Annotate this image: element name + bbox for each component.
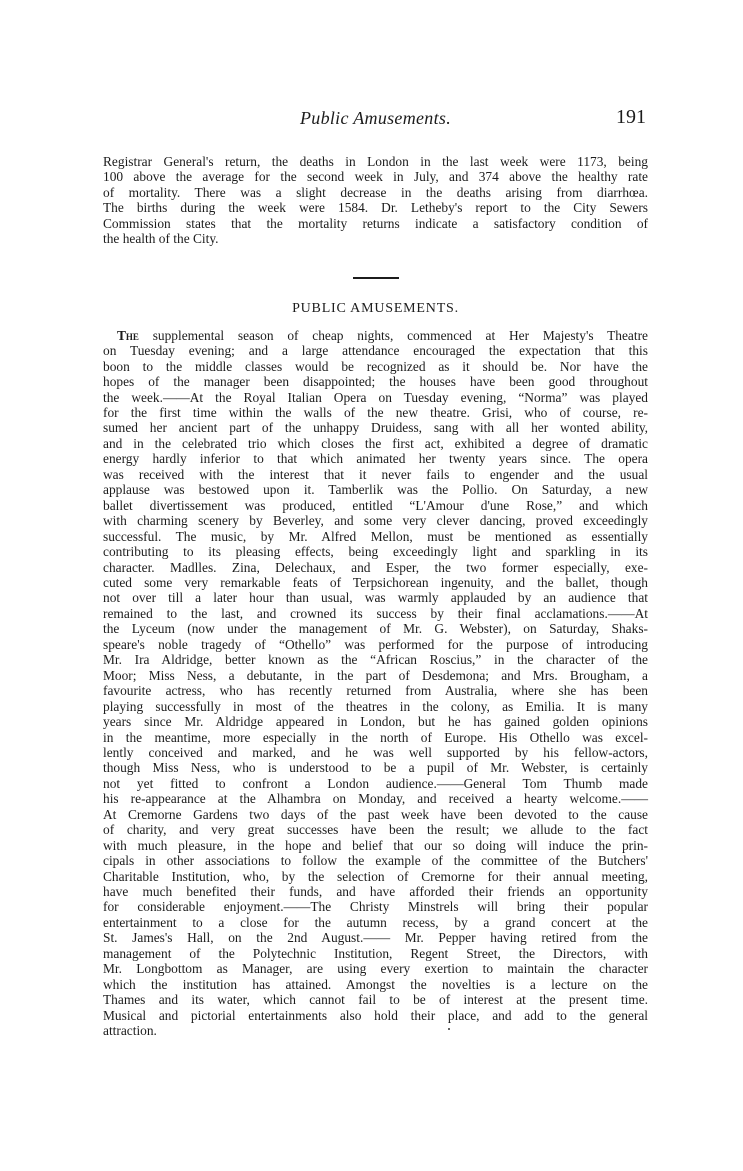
article-line: lently conceived and marked, and he was well supported by his fellow-actors,: [103, 744, 648, 760]
article-line: was received with the interest that it never fails to engender and the usual: [103, 466, 648, 482]
article-line: with charming scenery by Beverley, and some very clever dancing, proved exceedingly: [103, 513, 648, 529]
book-page: [103, 108, 648, 1039]
article-line: Moor; Miss Ness, a debutante, in the part of Desdemona; and Mrs. Brougham, a: [103, 667, 648, 683]
article-line: and in the celebrated trio which closes the first act, exhibited a degree of dramatic: [103, 435, 648, 451]
article-line: the Lyceum (now under the management of Mr. G. Webster), on Saturday, Shaks-: [103, 621, 648, 637]
article-line: with much pleasure, in the hope and belief that our so doing will induce the prin-: [103, 837, 648, 853]
article-line: not over till a later hour than usual, was warmly applauded by an audience that: [103, 590, 648, 606]
article-line: not yet fitted to confront a London audience.——General Tom Thumb made: [103, 775, 648, 791]
intro-paragraph: [103, 154, 648, 247]
article-line: his re-appearance at the Alhambra on Monday, and received a hearty welcome.——: [103, 791, 648, 807]
article-line: the week.——At the Royal Italian Opera on Tuesday evening, “Norma” was played: [103, 389, 648, 405]
article-line: At Cremorne Gardens two days of the past week have been devoted to the cause: [103, 806, 648, 822]
article-line: applause was bestowed upon it. Tamberlik was the Pollio. On Saturday, a new: [103, 482, 648, 498]
section-title: PUBLIC AMUSEMENTS.: [292, 300, 459, 316]
page-header: [103, 108, 648, 136]
article-line: Thames and its water, which cannot fail to be of interest at the present time.: [103, 992, 648, 1008]
article-line: on Tuesday evening; and a large attendance encouraged the expectation that this: [103, 343, 648, 359]
article-line: energy hardly inferior to that which animated her twenty years since. The opera: [103, 451, 648, 467]
article-line: ballet divertissement was produced, entitled “L'Amour d'une Rose,” and which: [103, 497, 648, 513]
article-line: hopes of the manager been disappointed; the houses have been good throughout: [103, 374, 648, 390]
intro-line: Registrar General's return, the deaths in London in the last week were 1173, being: [103, 154, 648, 169]
article-line: have much benefited their funds, and have afforded their friends an opportunity: [103, 884, 648, 900]
article-line: cipals in other associations to follow the example of the committee of the Butchers': [103, 853, 648, 869]
drop-word: The: [117, 327, 139, 343]
article-line: successful. The music, by Mr. Alfred Mellon, must be mentioned as essentially: [103, 528, 648, 544]
article-line: sumed her ancient part of the unhappy Druidess, sang with all her wonted ability,: [103, 420, 648, 436]
article-line: remained to the last, and crowned its success by their final acclamations.——At: [103, 605, 648, 621]
article-line: attraction.: [103, 1023, 157, 1039]
article-line: playing successfully in most of the theatres in the colony, as Emilia. It is many: [103, 698, 648, 714]
article-line: for the first time within the walls of the new theatre. Grisi, who of course, re-: [103, 404, 648, 420]
article-line: management of the Polytechnic Institution, Regent Street, the Directors, with: [103, 945, 648, 961]
article-line: Mr. Ira Aldridge, better known as the “African Roscius,” in the character of the: [103, 652, 648, 668]
print-speck: [448, 1028, 450, 1030]
article-line: though Miss Ness, who is understood to be a pupil of Mr. Webster, is certainly: [103, 760, 648, 776]
intro-line: The births during the week were 1584. Dr. Letheby's report to the City Sewers: [103, 200, 648, 216]
article-line: cuted some very remarkable feats of Terpsichorean ingenuity, and the ballet, though: [103, 574, 648, 590]
article-line: favourite actress, who has recently returned from Australia, where she has been: [103, 683, 648, 699]
article-body: [103, 328, 648, 1039]
intro-line: of mortality. There was a slight decrease in the deaths arising from diarrhœa.: [103, 184, 648, 200]
article-first-line: [103, 328, 648, 343]
article-line: speare's noble tragedy of “Othello” was performed for the purpose of introducing: [103, 636, 648, 652]
article-line: which the institution has attained. Amongst the novelties is a lecture on the: [103, 976, 648, 992]
running-title: Public Amusements.: [299, 108, 452, 128]
intro-line: the health of the City.: [103, 231, 219, 247]
intro-line: 100 above the average for the second week in July, and 374 above the healthy rate: [103, 169, 648, 185]
section-divider: [353, 277, 399, 279]
article-line: of charity, and very great successes have been the result; we allude to the fact: [103, 822, 648, 838]
article-line: contributing to its pleasing effects, being exceedingly light and sparkling in its: [103, 544, 648, 560]
page-number: 191: [616, 106, 646, 128]
article-line: St. James's Hall, on the 2nd August.—— Mr. Pepper having retired from the: [103, 930, 648, 946]
article-line: for considerable enjoyment.——The Christy Minstrels will bring their popular: [103, 899, 648, 915]
first-line-text: supplemental season of cheap nights, commenced at Her Majesty's Theatre: [138, 327, 648, 343]
article-line: in the meantime, more especially in the north of Europe. His Othello was excel-: [103, 729, 648, 745]
article-line: Mr. Longbottom as Manager, are using every exertion to maintain the character: [103, 961, 648, 977]
article-line: Musical and pictorial entertainments also hold their place, and add to the general: [103, 1007, 648, 1023]
article-line: Charitable Institution, who, by the selection of Cremorne for their annual meeting,: [103, 868, 648, 884]
article-line: character. Madlles. Zina, Delechaux, and Esper, the two former especially, exe-: [103, 559, 648, 575]
article-line: entertainment to a close for the autumn recess, by a grand concert at the: [103, 914, 648, 930]
article-line: years since Mr. Aldridge appeared in London, but he has gained golden opinions: [103, 714, 648, 730]
article-line: boon to the middle classes would be recognized as it should be. Nor have the: [103, 358, 648, 374]
intro-line: Commission states that the mortality returns indicate a satisfactory condition of: [103, 215, 648, 231]
